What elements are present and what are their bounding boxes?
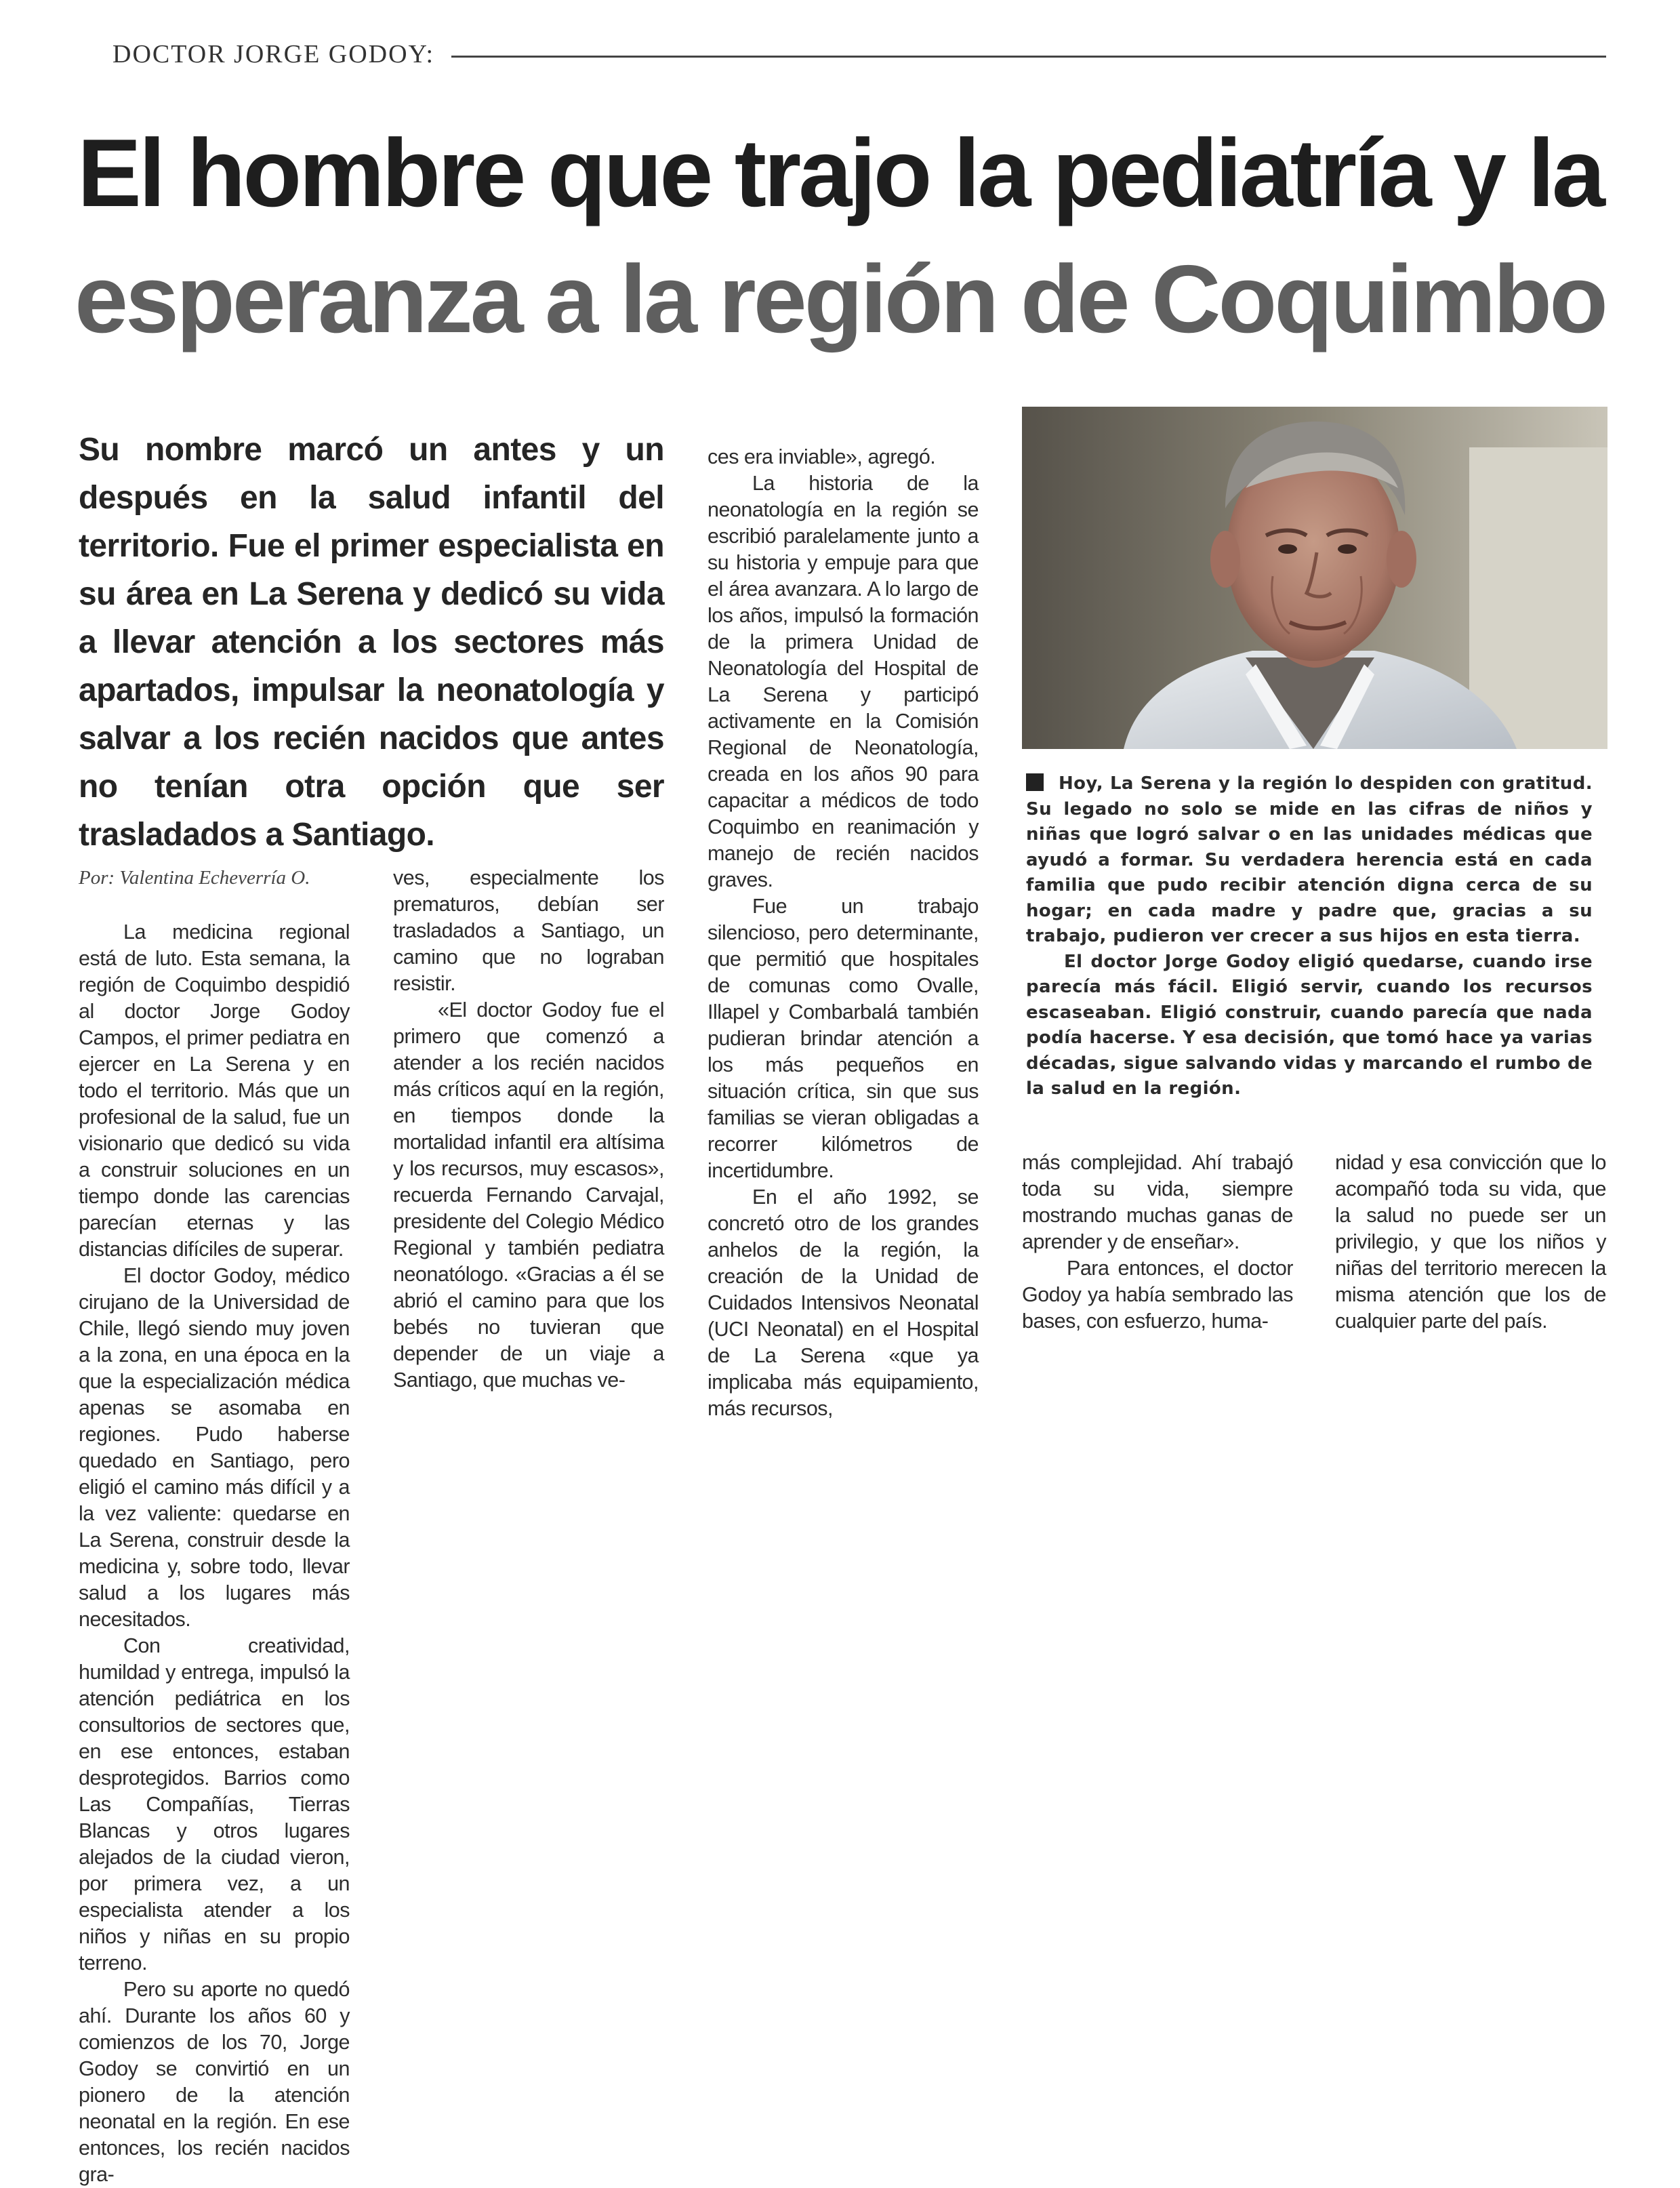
byline: Por: Valentina Echeverría O.: [79, 867, 310, 889]
body-paragraph: Con creatividad, humildad y entrega, impulsó la atención pediátrica en los consultorios de sectores que, en ese entonces, estaban desprotegidos. Barrios como Las Compañías, Tierras Blancas y otros lugares alejados de la ciudad vieron, por primera vez, a un especialista atender a los niños y niñas en su propio terreno.: [79, 1634, 350, 1974]
lead-paragraph: Su nombre marcó un antes y un después en la salud infantil del territorio. Fue el primer especialista en su área en La Serena y dedicó su vida a llevar atención a los sectores más apartados, impulsar la neonatología y salvar a los recién nacidos que antes no tenían otra opción que ser trasladados a Santiago.: [79, 432, 664, 853]
body-paragraph: Para entonces, el doctor Godoy ya había sembrado las bases, con esfuerzo, huma-: [1022, 1257, 1293, 1333]
body-column-4: [1022, 1150, 1293, 1335]
caption-paragraph: El doctor Jorge Godoy eligió quedarse, cuando irse parecía más fácil. Eligió servir, cuando los recursos escaseaban. Eligió construir, cuando parecía que nada podía hacerse. Y esa decisión, que tomó hace ya varias décadas, sigue salvando vidas y marcando el rumbo de la salud en la región.: [1026, 951, 1593, 1099]
photo-caption: [1026, 771, 1593, 1102]
section-header: [112, 39, 1606, 73]
body-paragraph: En el año 1992, se concretó otro de los grandes anhelos de la región, la creación de la Unidad de Cuidados Intensivos Neonatal (UCI Neonatal) en el Hospital de La Serena «que ya implicaba más equipamiento, más recursos,: [708, 1186, 979, 1420]
body-column-1: [79, 919, 350, 2188]
body-paragraph: Pero su aporte no quedó ahí. Durante los años 60 y comienzos de los 70, Jorge Godoy se convirtió en un pionero de la atención neonatal en la región. En ese entonces, los recién nacidos gra-: [79, 1978, 350, 2186]
caption-bullet-icon: [1026, 773, 1044, 791]
headline-line-2: esperanza a la región de Coquimbo: [75, 245, 1605, 353]
body-paragraph-continued: nidad y esa convicción que lo acompañó toda su vida, que la salud no puede ser un privilegio, y que los niños y niñas del territorio merecen la misma atención que los de cualquier parte del país.: [1335, 1151, 1606, 1333]
body-paragraph: «El doctor Godoy fue el primero que comenzó a atender a los recién nacidos más críticos aquí en la región, en tiempos donde la mortalidad infantil era altísima y los recursos, muy escasos», recuerda Fernando Carvajal, presidente del Colegio Médico Regional y también pediatra neonatólogo. «Gracias a él se abrió el camino para que los bebés no tuvieran que depender de un viaje a Santiago, que muchas ve-: [393, 998, 664, 1392]
kicker-label: DOCTOR JORGE GODOY:: [112, 40, 435, 68]
body-paragraph-continued: ces era inviable», agregó.: [708, 445, 936, 468]
caption-text: Hoy, La Serena y la región lo despiden con gratitud. Su legado no solo se mide en las cifras de niños y niñas que logró salvar o en las unidades médicas que ayudó a formar. Su verdadera herencia está en cada familia que pudo recibir atención digna cerca de su hogar; en cada madre y padre que, gracias a su trabajo, pudieron ver crecer a sus hijos en esta tierra.: [1026, 773, 1593, 946]
body-paragraph: El doctor Godoy, médico cirujano de la Universidad de Chile, llegó siendo muy joven a la zona, en una época en la que la especialización médica apenas se asomaba en regiones. Pudo haberse quedado en Santiago, pero eligió el camino más difícil y a la vez valiente: quedarse en La Serena, construir desde la medicina y, sobre todo, llevar salud a los lugares más necesitados.: [79, 1264, 350, 1631]
header-rule: [451, 56, 1606, 58]
body-paragraph: La medicina regional está de luto. Esta semana, la región de Coquimbo despidió al doctor Jorge Godoy Campos, el primer pediatra en ejercer en La Serena y en todo el territorio. Más que un profesional de la salud, fue un visionario que dedicó su vida a construir soluciones en un tiempo donde las carencias parecían eternas y las distancias difíciles de superar.: [79, 920, 350, 1261]
body-paragraph-continued: ves, especialmente los prematuros, debían ser trasladados a Santiago, un camino que no lograban resistir.: [393, 866, 664, 995]
portrait-illustration: [1022, 407, 1607, 749]
body-column-5: [1335, 1150, 1606, 1335]
body-column-2: [393, 865, 664, 1394]
portrait-photo: [1022, 407, 1607, 749]
body-paragraph-continued: más complejidad. Ahí trabajó toda su vida, siempre mostrando muchas ganas de aprender y de enseñar».: [1022, 1151, 1293, 1253]
caption-paragraph: [1026, 771, 1593, 950]
body-paragraph: La historia de la neonatología en la región se escribió paralelamente junto a su historia y empuje para que el área avanzara. A lo largo de los años, impulsó la formación de la primera Unidad de Neonatología del Hospital de La Serena y participó activamente en la Comisión Regional de Neonatología, creada en los años 90 para capacitar a médicos de todo Coquimbo en reanimación y manejo de recién nacidos graves.: [708, 472, 979, 891]
headline-line-1: El hombre que trajo la pediatría y la: [77, 119, 1603, 227]
body-paragraph: Fue un trabajo silencioso, pero determinante, que permitió que hospitales de comunas como Ovalle, Illapel y Combarbalá también pudieran brindar atención a los más pequeños en situación crítica, sin que sus familias se vieran obligadas a recorrer kilómetros de incertidumbre.: [708, 895, 979, 1182]
body-column-3: [708, 444, 979, 1422]
